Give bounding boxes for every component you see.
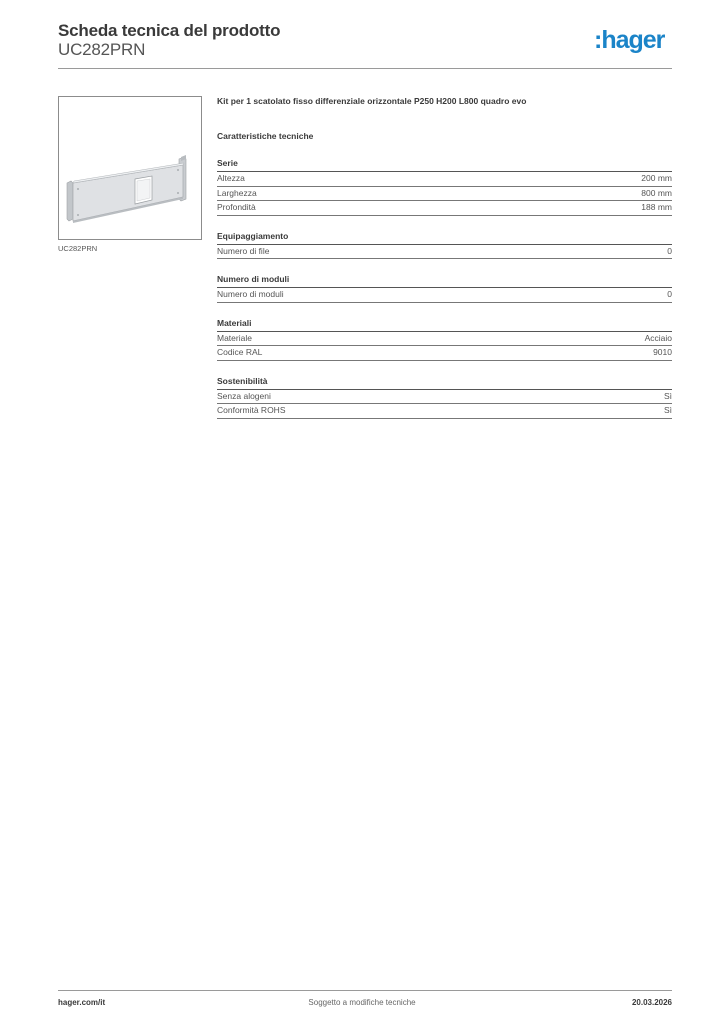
footer-note: Soggetto a modifiche tecniche xyxy=(308,998,416,1007)
spec-value: Sì xyxy=(663,405,672,415)
spec-value: 188 mm xyxy=(641,202,672,212)
spec-label: Altezza xyxy=(217,173,245,183)
spec-value: 200 mm xyxy=(641,173,672,183)
section-title: Numero di moduli xyxy=(217,274,672,288)
header-divider xyxy=(58,68,672,69)
spec-label: Numero di file xyxy=(217,245,270,256)
section-title: Sostenibilità xyxy=(217,376,672,390)
spec-row-numero-di-file xyxy=(217,245,672,260)
product-code: UC282PRN xyxy=(58,40,146,59)
spec-row-codice-ral xyxy=(217,346,672,361)
technical-characteristics-heading: Caratteristiche tecniche xyxy=(217,131,314,141)
product-image xyxy=(58,96,202,240)
section-sostenibilita xyxy=(217,376,672,419)
spec-row-materiale xyxy=(217,332,672,347)
spec-row-senza-alogeni xyxy=(217,390,672,405)
spec-value: 0 xyxy=(667,289,672,299)
spec-value: 9010 xyxy=(653,347,672,357)
spec-value: 800 mm xyxy=(641,187,672,198)
spec-label: Conformità ROHS xyxy=(217,405,286,415)
spec-row-conformita-rohs xyxy=(217,404,672,419)
spec-value: Acciaio xyxy=(644,332,672,343)
spec-label: Senza alogeni xyxy=(217,390,271,401)
spec-value: 0 xyxy=(667,245,672,256)
section-title: Materiali xyxy=(217,318,672,332)
spec-row-altezza xyxy=(217,172,672,187)
spec-label: Numero di moduli xyxy=(217,289,284,299)
spec-label: Materiale xyxy=(217,332,252,343)
spec-label: Codice RAL xyxy=(217,347,263,357)
section-numero-di-moduli xyxy=(217,274,672,303)
spec-label: Profondità xyxy=(217,202,256,212)
section-serie xyxy=(217,158,672,216)
spec-row-numero-di-moduli xyxy=(217,288,672,303)
spec-row-larghezza xyxy=(217,187,672,202)
footer-website-link[interactable]: hager.com/it xyxy=(58,998,106,1007)
section-title: Serie xyxy=(217,158,672,172)
section-equipaggiamento xyxy=(217,231,672,260)
page-title: Scheda tecnica del prodotto xyxy=(58,21,281,40)
image-caption: UC282PRN xyxy=(58,244,98,253)
spec-row-profondita xyxy=(217,201,672,216)
logo-text: :hager xyxy=(594,26,665,54)
spec-value: Sì xyxy=(663,390,672,401)
section-materiali xyxy=(217,318,672,361)
footer-divider xyxy=(58,990,672,991)
section-title: Equipaggiamento xyxy=(217,231,672,245)
footer-date: 20.03.2026 xyxy=(631,998,672,1007)
spec-content xyxy=(217,96,672,419)
spec-label: Larghezza xyxy=(217,187,257,198)
product-description: Kit per 1 scatolato fisso differenziale orizzontale P250 H200 L800 quadro evo xyxy=(217,96,527,106)
hager-logo xyxy=(594,26,664,55)
product-panel-illustration xyxy=(59,97,201,239)
